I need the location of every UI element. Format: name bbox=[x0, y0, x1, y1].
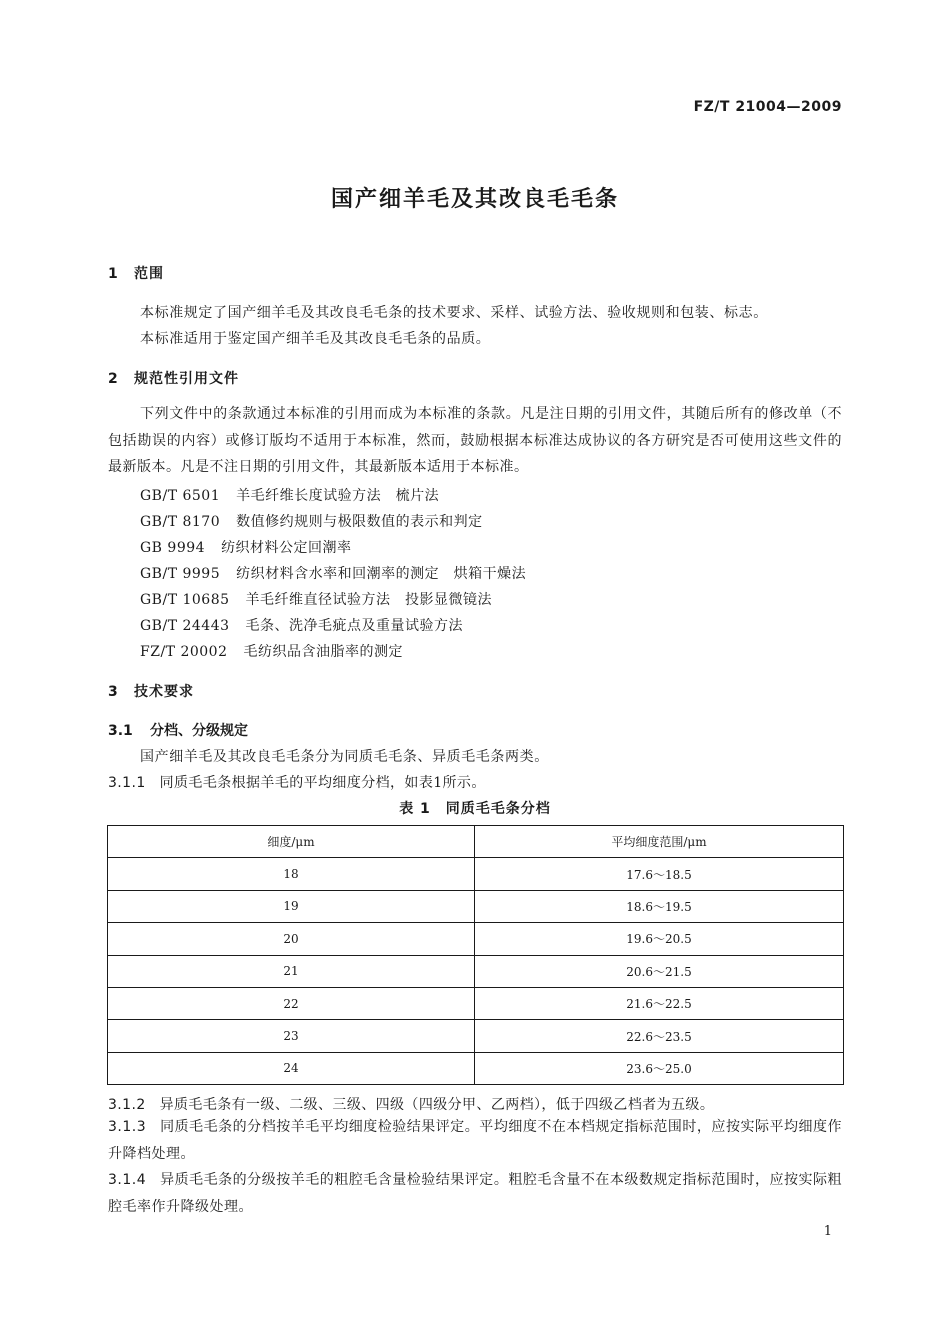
section-1-paragraph: 本标准适用于鉴定国产细羊毛及其改良毛毛条的品质。 bbox=[140, 331, 491, 347]
table-cell: 20.6～21.5 bbox=[475, 955, 844, 987]
grade-table bbox=[107, 825, 844, 1085]
reference-title: 毛条、洗净毛疵点及重量试验方法 bbox=[245, 618, 464, 634]
reference-title: 数值修约规则与极限数值的表示和判定 bbox=[236, 514, 483, 530]
table-caption: 表 1 同质毛毛条分档 bbox=[399, 801, 551, 817]
reference-code: GB/T 6501 bbox=[140, 488, 221, 504]
reference-title: 纺织材料含水率和回潮率的测定 烘箱干燥法 bbox=[236, 566, 527, 582]
table-row bbox=[108, 923, 844, 955]
table-cell: 22.6～23.5 bbox=[475, 1020, 844, 1052]
reference-item bbox=[140, 641, 403, 661]
reference-item bbox=[140, 589, 492, 609]
standard-number: FZ/T 21004—2009 bbox=[693, 99, 842, 115]
section-1-heading bbox=[108, 263, 164, 283]
reference-title: 羊毛纤维直径试验方法 投影显微镜法 bbox=[245, 592, 493, 608]
clause-3-1-2 bbox=[108, 1094, 714, 1114]
clause-text: 同质毛毛条的分档按羊毛平均细度检验结果评定。平均细度不在本档规定指标范围时，应按实际平均细度作升降档处理。 bbox=[108, 1119, 842, 1162]
table-row bbox=[108, 955, 844, 987]
clause-text: 异质毛毛条有一级、二级、三级、四级（四级分甲、乙两档），低于四级乙档者为五级。 bbox=[159, 1097, 715, 1113]
clause-number: 3.1.3 bbox=[108, 1119, 147, 1135]
table-row bbox=[108, 1020, 844, 1052]
reference-code: GB/T 8170 bbox=[140, 514, 221, 530]
reference-item bbox=[140, 615, 463, 635]
reference-code: GB/T 9995 bbox=[140, 566, 221, 582]
subsection-3-1-number: 3.1 bbox=[108, 723, 133, 739]
section-1-paragraph: 本标准规定了国产细羊毛及其改良毛毛条的技术要求、采样、试验方法、验收规则和包装、标志。 bbox=[140, 305, 768, 321]
reference-item bbox=[140, 563, 526, 583]
clause-number: 3.1.1 bbox=[108, 775, 146, 791]
section-2-title: 规范性引用文件 bbox=[134, 371, 239, 387]
reference-item bbox=[140, 537, 352, 557]
reference-code: FZ/T 20002 bbox=[140, 644, 228, 660]
table-row bbox=[108, 890, 844, 922]
table-cell: 21 bbox=[108, 955, 475, 987]
page-title: 国产细羊毛及其改良毛毛条 bbox=[330, 187, 619, 212]
table-cell: 22 bbox=[108, 987, 475, 1019]
table-header-cell: 细度/μm bbox=[108, 826, 475, 858]
page-number: 1 bbox=[823, 1224, 832, 1239]
table-header-row bbox=[108, 826, 844, 858]
table-header-cell: 平均细度范围/μm bbox=[475, 826, 844, 858]
table-cell: 19.6～20.5 bbox=[475, 923, 844, 955]
table-row bbox=[108, 987, 844, 1019]
table-cell: 21.6～22.5 bbox=[475, 987, 844, 1019]
section-2-heading bbox=[108, 368, 239, 388]
reference-title: 纺织材料公定回潮率 bbox=[221, 540, 352, 556]
subsection-3-1-text: 国产细羊毛及其改良毛毛条分为同质毛毛条、异质毛毛条两类。 bbox=[140, 749, 549, 765]
table-cell: 20 bbox=[108, 923, 475, 955]
clause-number: 3.1.2 bbox=[108, 1097, 146, 1113]
section-3-heading bbox=[108, 681, 194, 701]
table-cell: 17.6～18.5 bbox=[475, 858, 844, 890]
table-cell: 18 bbox=[108, 858, 475, 890]
table-cell: 23 bbox=[108, 1020, 475, 1052]
table-cell: 18.6～19.5 bbox=[475, 890, 844, 922]
table-row bbox=[108, 858, 844, 890]
reference-title: 羊毛纤维长度试验方法 梳片法 bbox=[236, 488, 440, 504]
clause-text: 同质毛毛条根据羊毛的平均细度分档，如表1所示。 bbox=[159, 775, 486, 791]
section-3-number: 3 bbox=[108, 684, 119, 700]
subsection-3-1-heading bbox=[108, 720, 248, 740]
subsection-3-1-title: 分档、分级规定 bbox=[150, 723, 248, 739]
table-cell: 19 bbox=[108, 890, 475, 922]
table-cell: 23.6～25.0 bbox=[475, 1052, 844, 1084]
clause-3-1-4 bbox=[108, 1167, 842, 1220]
section-1-number: 1 bbox=[108, 266, 119, 282]
clause-3-1-1 bbox=[108, 772, 486, 792]
clause-number: 3.1.4 bbox=[108, 1172, 147, 1188]
reference-code: GB 9994 bbox=[140, 540, 206, 556]
reference-item bbox=[140, 511, 483, 531]
section-2-number: 2 bbox=[108, 371, 119, 387]
section-3-title: 技术要求 bbox=[134, 684, 194, 700]
clause-3-1-3 bbox=[108, 1114, 842, 1167]
reference-title: 毛纺织品含油脂率的测定 bbox=[243, 644, 403, 660]
table-cell: 24 bbox=[108, 1052, 475, 1084]
reference-code: GB/T 10685 bbox=[140, 592, 230, 608]
reference-code: GB/T 24443 bbox=[140, 618, 230, 634]
section-1-title: 范围 bbox=[134, 266, 164, 282]
clause-text: 异质毛毛条的分级按羊毛的粗腔毛含量检验结果评定。粗腔毛含量不在本级数规定指标范围时，应按实际粗腔毛率作升降级处理。 bbox=[108, 1172, 842, 1215]
section-2-intro: 下列文件中的条款通过本标准的引用而成为本标准的条款。凡是注日期的引用文件，其随后所有的修改单（不包括勘误的内容）或修订版均不适用于本标准，然而，鼓励根据本标准达成协议的各方研究是否可使用这些文件的最新版本。凡是不注日期的引用文件，其最新版本适用于本标准。 bbox=[108, 406, 842, 475]
table-row bbox=[108, 1052, 844, 1084]
reference-item bbox=[140, 485, 439, 505]
